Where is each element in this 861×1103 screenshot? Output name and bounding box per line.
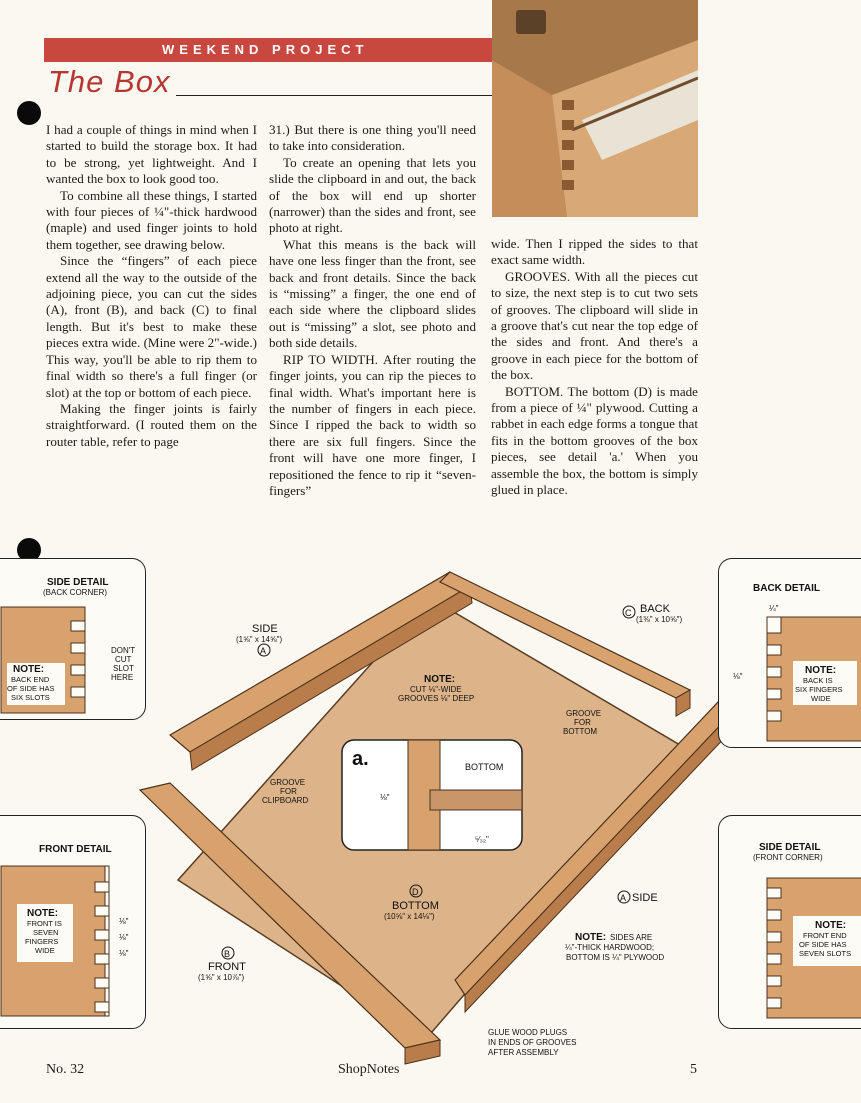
center-note-line-1: CUT ⅛"-WIDE xyxy=(410,685,462,694)
side-detail-back-note-1: NOTE: xyxy=(13,664,45,675)
side-detail-front-corner-panel xyxy=(718,815,861,1029)
side-detail-back-corner-panel xyxy=(0,558,146,720)
box-photo xyxy=(492,0,698,217)
back-letter: C xyxy=(625,608,632,618)
side-detail-front-sub: (FRONT CORNER) xyxy=(753,853,823,862)
detail-a-dim-1: ⅛" xyxy=(380,793,390,802)
glue-note-line-1: GLUE WOOD PLUGS xyxy=(488,1028,568,1037)
detail-a-label: a. xyxy=(352,748,369,770)
dont-line-1: DON'T xyxy=(111,646,136,655)
back-dims: (1⅜" x 10⅝") xyxy=(636,615,683,624)
back-detail-dim-top: ¼" xyxy=(769,604,779,613)
issue-number: No. 32 xyxy=(46,1062,85,1077)
section-banner: WEEKEND PROJECT xyxy=(44,38,494,62)
sides-note-line-1: SIDES ARE xyxy=(610,933,653,942)
paragraph: What this means is the back will have one less finger than the front, see back and front details. Since the back is “missing” a finger, the one end of each side where the clipboard slides out is “missing” a slot, see photo and both side details. xyxy=(269,236,476,351)
dont-line-4: HERE xyxy=(111,673,134,682)
side-detail-front-note-4: SEVEN SLOTS xyxy=(799,949,852,958)
side-detail-back-title: SIDE DETAIL xyxy=(47,577,109,588)
front-detail-title: FRONT DETAIL xyxy=(39,844,112,855)
back-detail-note-1: NOTE: xyxy=(805,665,837,676)
side2-letter: A xyxy=(620,893,627,903)
side-detail-back-sub: (BACK CORNER) xyxy=(43,588,108,597)
text-column-1 xyxy=(46,122,257,450)
paragraph: Making the finger joints is fairly straightforward. (I routed them on the router table, refer to page xyxy=(46,400,257,449)
groove-clip-line-2: FOR xyxy=(280,787,297,796)
back-detail-note-3: SIX FINGERS xyxy=(795,685,843,694)
side-detail-back-note-4: SIX SLOTS xyxy=(11,693,50,702)
binder-hole-top xyxy=(17,101,41,125)
groove-clip-line-3: CLIPBOARD xyxy=(262,796,309,805)
paragraph: Since the “fingers” of each piece extend all the way to the outside of the adjoining piece, you can cut the sides (A), front (B), and back (C) to final length. But it's best to make these pieces extra wide. (Mine were 2"-wide.) This way, you'll be able to rip them to final width so there's a full finger (or slot) at the top or bottom of each piece. xyxy=(46,253,257,400)
front-detail-note-2: FRONT IS xyxy=(27,919,62,928)
bottom-dims: (10⅝" x 14⅛") xyxy=(384,912,435,921)
title-rule xyxy=(176,95,492,96)
front-detail-dim-2: ⅛" xyxy=(119,933,129,942)
front-detail-dim-3: ⅛" xyxy=(119,949,129,958)
detail-a-dim-2: ⁵⁄₃₂" xyxy=(475,835,489,844)
front-detail-dim-1: ⅛" xyxy=(119,917,129,926)
paragraph: RIP TO WIDTH. After routing the finger joints, you can rip the pieces to final width. What's important here is the number of fingers in each piece. Since I ripped the back to width so there are six full fingers. Since the front will have one more finger, I repositioned the fence to rip it “seven-fingers” xyxy=(269,351,476,498)
front-detail-note-1: NOTE: xyxy=(27,908,59,919)
text-column-3 xyxy=(491,236,698,499)
bottom-letter: D xyxy=(412,887,419,897)
side-detail-back-note-2: BACK END xyxy=(11,675,50,684)
glue-note-line-3: AFTER ASSEMBLY xyxy=(488,1048,559,1057)
magazine-name: ShopNotes xyxy=(338,1062,400,1077)
paragraph: BOTTOM. The bottom (D) is made from a piece of ¼" plywood. Cutting a rabbet in each edge forms a tongue that fits in the bottom grooves of the box pieces, see detail 'a.' When you assemble the box, the bottom is simply glued in place. xyxy=(491,383,698,498)
front-detail-panel xyxy=(0,815,146,1029)
groove-bottom-line-2: FOR xyxy=(574,718,591,727)
paragraph: 31.) But there is one thing you'll need to take into consideration. xyxy=(269,122,476,154)
front-letter: B xyxy=(224,949,231,959)
side-dims: (1⅝" x 14⅝") xyxy=(236,635,283,644)
article-title: The Box xyxy=(48,64,171,99)
side2-label: SIDE xyxy=(632,892,658,904)
back-detail-title: BACK DETAIL xyxy=(753,583,821,594)
center-note-title: NOTE: xyxy=(424,674,456,685)
paragraph: To combine all these things, I started with four pieces of ¼"-thick hardwood (maple) and used finger joints to hold them together, see drawing below. xyxy=(46,187,257,252)
back-detail-note-2: BACK IS xyxy=(803,676,833,685)
front-detail-note-3: SEVEN xyxy=(33,928,59,937)
front-dims: (1⅝" x 10⅞") xyxy=(198,973,245,982)
side-label: SIDE xyxy=(252,623,278,635)
back-label: BACK xyxy=(640,603,670,615)
page-number: 5 xyxy=(690,1062,697,1077)
side-detail-front-title: SIDE DETAIL xyxy=(759,842,821,853)
paragraph: GROOVES. With all the pieces cut to size, the next step is to cut two sets of grooves. The clipboard will slide in a groove that's cut near the top edge of the sides and front. And there's a groove in each piece for the bottom of the box. xyxy=(491,268,698,383)
bottom-label: BOTTOM xyxy=(392,900,439,912)
center-note-line-2: GROOVES ⅛" DEEP xyxy=(398,694,475,703)
paragraph: To create an opening that lets you slide the clipboard in and out, the back of the box will end up shorter (narrower) than the sides and front, see photo at right. xyxy=(269,154,476,236)
sides-note-line-2: ¼"-THICK HARDWOOD; xyxy=(565,943,655,952)
dont-line-3: SLOT xyxy=(113,664,134,673)
front-detail-note-4: FINGERS xyxy=(25,937,59,946)
groove-bottom-line-1: GROOVE xyxy=(566,709,602,718)
text-column-2 xyxy=(269,122,476,499)
groove-bottom-line-3: BOTTOM xyxy=(563,727,598,736)
side-letter: A xyxy=(260,646,267,656)
detail-a-bottom-label: BOTTOM xyxy=(465,762,504,772)
paragraph: I had a couple of things in mind when I started to build the storage box. It had to be strong, yet lightweight. And I wanted the box to look good too. xyxy=(46,122,257,187)
glue-note-line-2: IN ENDS OF GROOVES xyxy=(488,1038,577,1047)
back-detail-dim-side: ⅛" xyxy=(733,672,743,681)
groove-clip-line-1: GROOVE xyxy=(270,778,306,787)
side-detail-back-note-3: OF SIDE HAS xyxy=(7,684,55,693)
side-detail-front-note-1: NOTE: xyxy=(815,920,847,931)
paragraph: wide. Then I ripped the sides to that exact same width. xyxy=(491,236,698,268)
side-detail-front-note-2: FRONT END xyxy=(803,931,847,940)
side-detail-front-note-3: OF SIDE HAS xyxy=(799,940,847,949)
back-detail-panel xyxy=(718,558,861,748)
front-label: FRONT xyxy=(208,961,246,973)
dont-line-2: CUT xyxy=(115,655,132,664)
sides-note-title: NOTE: xyxy=(575,932,607,943)
front-detail-note-5: WIDE xyxy=(35,946,55,955)
sides-note-line-3: BOTTOM IS ¼" PLYWOOD xyxy=(566,953,665,962)
back-detail-note-4: WIDE xyxy=(811,694,831,703)
